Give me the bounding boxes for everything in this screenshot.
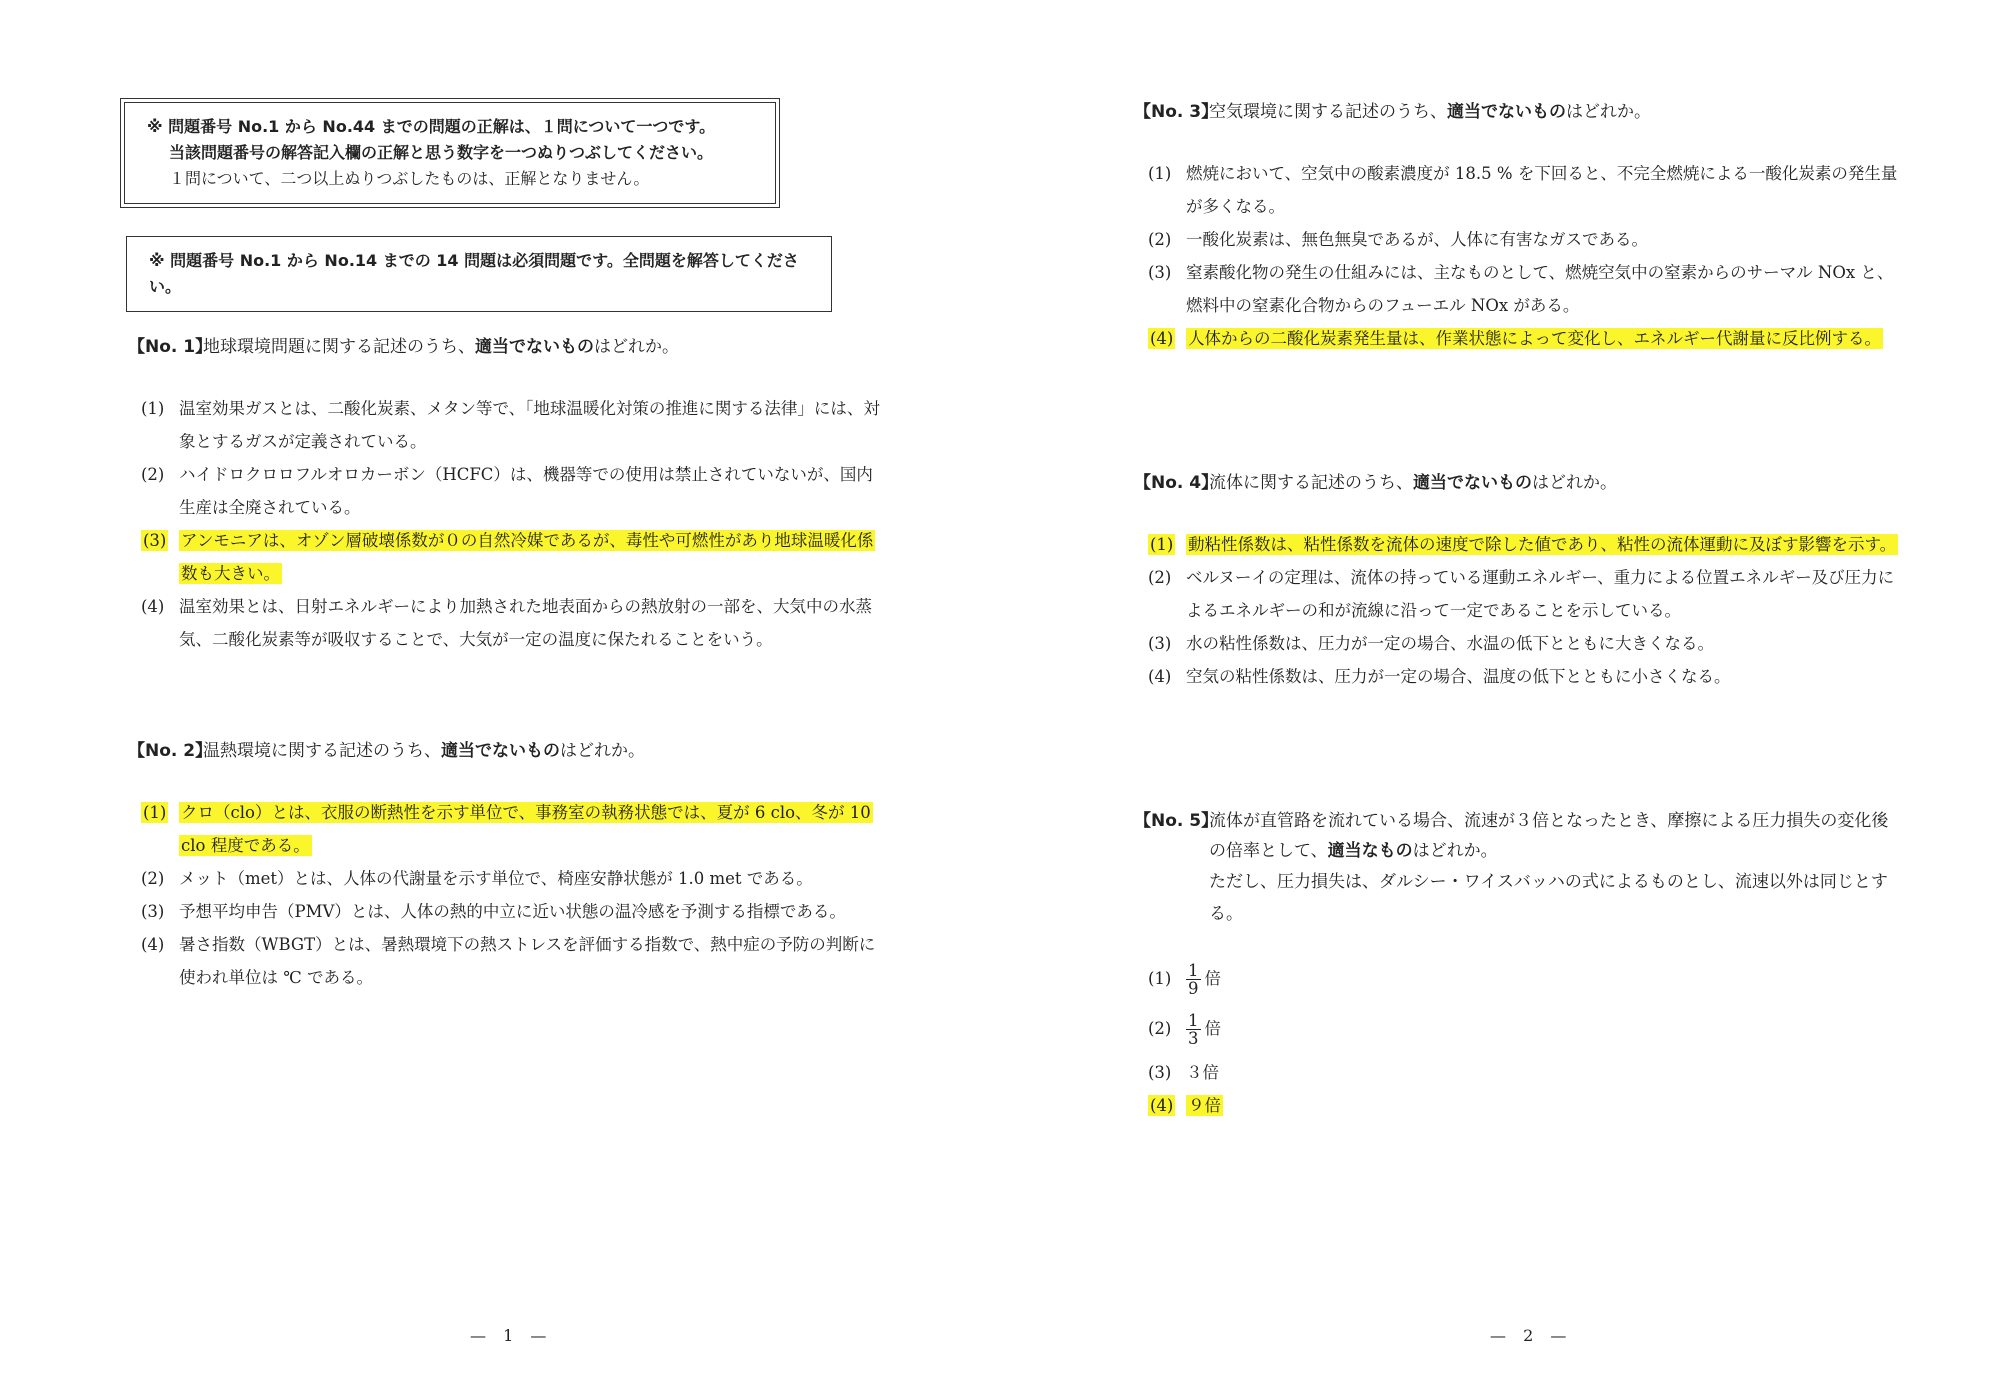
option-1[interactable]: (1) $\frac{1}{9}$ 倍 [1148, 961, 1221, 998]
question-tail: はどれか。 [1566, 102, 1651, 122]
option-1[interactable]: (1) 燃焼において、空気中の酸素濃度が 18.5 % を下回ると、不完全燃焼による一酸化炭素の発生量が多くなる。 [1148, 157, 1904, 223]
option-3[interactable]: (3) ３倍 [1148, 1054, 1904, 1092]
notice-required-line: ※ 問題番号 No.1 から No.14 までの 14 問題は必須問題です。全問題を解答してください。 [149, 251, 799, 296]
option-3[interactable]: (3) 窒素酸化物の発生の仕組みには、主なものとして、燃焼空気中の窒素からのサーマル NOx と、燃料中の窒素化合物からのフューエル NOx がある。 [1148, 256, 1904, 322]
question-stem: 地球環境問題に関する記述のうち、 [203, 337, 475, 357]
option-4-highlighted[interactable]: (4) ９倍 [1150, 1096, 1221, 1115]
question-tail: はどれか。 [1532, 473, 1617, 493]
option-2[interactable]: (2) 一酸化炭素は、無色無臭であるが、人体に有害なガスである。 [1148, 223, 1904, 256]
question-5 [1134, 806, 1904, 1120]
question-tail: はどれか。 [594, 337, 679, 357]
notice-line-3: １問について、二つ以上ぬりつぶしたものは、正解となりません。 [169, 169, 650, 188]
option-text: 水の粘性係数は、圧力が一定の場合、水温の低下とともに大きくなる。 [1186, 634, 1714, 653]
option-text: 温室効果ガスとは、二酸化炭素、メタン等で、「地球温暖化対策の推進に関する法律」には、対象とするガスが定義されている。 [179, 399, 880, 451]
option-3[interactable]: (3) 予想平均申告（PMV）とは、人体の熱的中立に近い状態の温冷感を予測する指標である。 [141, 895, 888, 928]
option-text: 人体からの二酸化炭素発生量は、作業状態によって変化し、エネルギー代謝量に反比例する。 [1188, 329, 1881, 348]
option-3-highlighted[interactable]: (3) アンモニアは、オゾン層破壊係数が０の自然冷媒であるが、毒性や可燃性があり地球温暖化係数も大きい。 [143, 531, 874, 583]
option-1-highlighted[interactable]: (1) クロ（clo）とは、衣服の断熱性を示す単位で、事務室の執務状態では、夏が 6 clo、冬が 10 clo 程度である。 [143, 803, 871, 855]
option-text: ９倍 [1188, 1096, 1221, 1115]
question-emphasis: 適当なもの [1327, 841, 1413, 861]
question-emphasis: 適当でないもの [1413, 473, 1532, 493]
question-emphasis: 適当でないもの [475, 337, 594, 357]
page-2 [1000, 0, 2000, 1380]
fraction: $\frac{1}{9}$ [1188, 961, 1199, 998]
option-text: ３倍 [1186, 1063, 1219, 1082]
option-4-highlighted[interactable]: (4) 人体からの二酸化炭素発生量は、作業状態によって変化し、エネルギー代謝量に反比例する。 [1150, 329, 1881, 348]
question-number: 【No. 4】 [1134, 473, 1219, 493]
option-text: ハイドロクロロフルオロカーボン（HCFC）は、機器等での使用は禁止されていないが、国内生産は全廃されている。 [179, 465, 873, 517]
question-stem: 流体が直管路を流れている場合、流速が３倍となったとき、摩擦による圧力損失の変化後の倍率として、 [1209, 811, 1889, 861]
option-4[interactable]: (4) 温室効果とは、日射エネルギーにより加熱された地表面からの熱放射の一部を、大気中の水蒸気、二酸化炭素等が吸収することで、大気が一定の温度に保たれることをいう。 [141, 590, 888, 656]
option-text: ベルヌーイの定理は、流体の持っている運動エネルギー、重力による位置エネルギー及び圧力によるエネルギーの和が流線に沿って一定であることを示している。 [1186, 568, 1895, 620]
option-text: 空気の粘性係数は、圧力が一定の場合、温度の低下とともに小さくなる。 [1186, 667, 1731, 686]
question-2 [128, 736, 888, 994]
notice-line-2: 当該問題番号の解答記入欄の正解と思う数字を一つぬりつぶしてください。 [169, 143, 714, 162]
question-1 [128, 332, 888, 656]
option-2[interactable]: (2) $\frac{1}{3}$ 倍 [1148, 1011, 1221, 1048]
question-note: ただし、圧力損失は、ダルシー・ワイスバッハの式によるものとし、流速以外は同じとする。 [1209, 872, 1888, 924]
option-text: 動粘性係数は、粘性係数を流体の速度で除した値であり、粘性の流体運動に及ぼす影響を示す。 [1188, 535, 1897, 554]
option-1[interactable]: (1) 温室効果ガスとは、二酸化炭素、メタン等で、「地球温暖化対策の推進に関する法律」には、対象とするガスが定義されている。 [141, 392, 888, 458]
option-text: アンモニアは、オゾン層破壊係数が０の自然冷媒であるが、毒性や可燃性があり地球温暖化係数も大きい。 [181, 531, 874, 583]
option-3[interactable]: (3) 水の粘性係数は、圧力が一定の場合、水温の低下とともに大きくなる。 [1148, 627, 1904, 660]
option-1-highlighted[interactable]: (1) 動粘性係数は、粘性係数を流体の速度で除した値であり、粘性の流体運動に及ぼす影響を示す。 [1150, 535, 1897, 554]
question-number: 【No. 3】 [1134, 102, 1219, 122]
option-2[interactable]: (2) ベルヌーイの定理は、流体の持っている運動エネルギー、重力による位置エネルギー及び圧力によるエネルギーの和が流線に沿って一定であることを示している。 [1148, 561, 1904, 627]
page-number: — 1 — [470, 1326, 553, 1345]
option-text: 温室効果とは、日射エネルギーにより加熱された地表面からの熱放射の一部を、大気中の水蒸気、二酸化炭素等が吸収することで、大気が一定の温度に保たれることをいう。 [179, 597, 872, 649]
option-4[interactable]: (4) 暑さ指数（WBGT）とは、暑熱環境下の熱ストレスを評価する指数で、熱中症の予防の判断に使われ単位は ℃ である。 [141, 928, 888, 994]
question-emphasis: 適当でないもの [441, 741, 560, 761]
notice-line-1: ※ 問題番号 No.1 から No.44 までの問題の正解は、１問について一つです。 [147, 117, 716, 136]
answer-rule-notice [124, 102, 776, 204]
option-text: 一酸化炭素は、無色無臭であるが、人体に有害なガスである。 [1186, 230, 1648, 249]
option-4[interactable]: (4) 空気の粘性係数は、圧力が一定の場合、温度の低下とともに小さくなる。 [1148, 660, 1904, 693]
fraction: $\frac{1}{3}$ [1188, 1011, 1199, 1048]
question-stem: 流体に関する記述のうち、 [1209, 473, 1413, 493]
question-number: 【No. 1】 [128, 337, 213, 357]
option-text: 予想平均申告（PMV）とは、人体の熱的中立に近い状態の温冷感を予測する指標である。 [179, 902, 846, 921]
question-number: 【No. 5】 [1134, 811, 1219, 831]
question-tail: はどれか。 [560, 741, 645, 761]
question-emphasis: 適当でないもの [1447, 102, 1566, 122]
question-4 [1134, 468, 1904, 693]
question-3 [1134, 97, 1904, 355]
question-stem: 空気環境に関する記述のうち、 [1209, 102, 1447, 122]
required-questions-notice [126, 236, 832, 312]
option-text: 暑さ指数（WBGT）とは、暑熱環境下の熱ストレスを評価する指数で、熱中症の予防の判断に使われ単位は ℃ である。 [179, 935, 876, 987]
question-stem: 温熱環境に関する記述のうち、 [203, 741, 441, 761]
option-2[interactable]: (2) ハイドロクロロフルオロカーボン（HCFC）は、機器等での使用は禁止されていないが、国内生産は全廃されている。 [141, 458, 888, 524]
page-number: — 2 — [1490, 1326, 1573, 1345]
option-text: 燃焼において、空気中の酸素濃度が 18.5 % を下回ると、不完全燃焼による一酸化炭素の発生量が多くなる。 [1186, 164, 1898, 216]
option-text: 窒素酸化物の発生の仕組みには、主なものとして、燃焼空気中の窒素からのサーマル NOx と、燃料中の窒素化合物からのフューエル NOx がある。 [1186, 263, 1894, 315]
question-number: 【No. 2】 [128, 741, 213, 761]
option-text: クロ（clo）とは、衣服の断熱性を示す単位で、事務室の執務状態では、夏が 6 clo、冬が 10 clo 程度である。 [181, 803, 871, 855]
question-tail: はどれか。 [1412, 841, 1498, 861]
option-text: メット（met）とは、人体の代謝量を示す単位で、椅座安静状態が 1.0 met である。 [179, 869, 813, 888]
option-2[interactable]: (2) メット（met）とは、人体の代謝量を示す単位で、椅座安静状態が 1.0 met である。 [141, 862, 888, 895]
